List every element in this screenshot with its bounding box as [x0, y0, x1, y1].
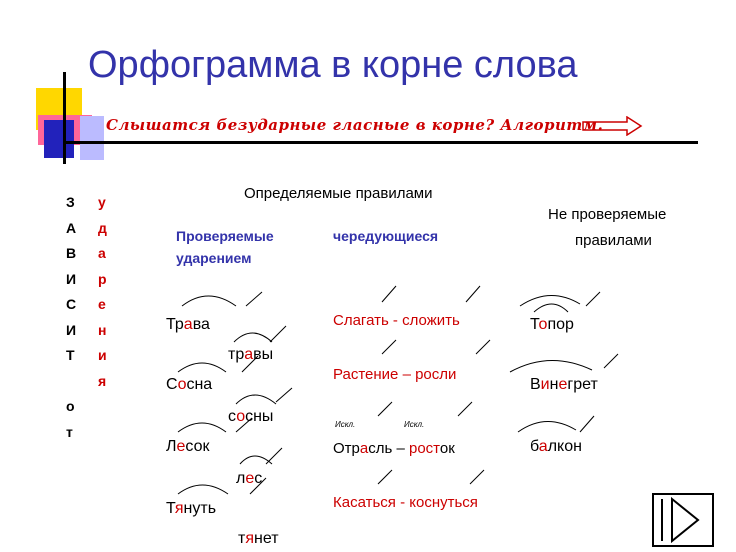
side-letter: А	[66, 219, 77, 236]
side-letter: р	[98, 270, 107, 287]
word-vinegret: Винегрет	[530, 376, 598, 393]
next-slide-button[interactable]	[652, 493, 714, 547]
root-arc	[518, 421, 576, 432]
side-letter: я	[98, 372, 107, 389]
stress-mark	[458, 402, 472, 416]
root-arc	[234, 333, 272, 342]
word-travy: травы	[228, 346, 274, 363]
root-arc	[236, 395, 276, 404]
header-col1-line1: Проверяемые	[176, 228, 274, 244]
stress-mark	[378, 402, 392, 416]
side-letter: о	[66, 398, 75, 414]
side-letter: т	[66, 423, 73, 440]
side-letter: у	[98, 194, 106, 210]
stress-mark	[382, 340, 396, 354]
stress-mark	[604, 354, 618, 368]
root-arc	[178, 423, 226, 432]
header-col2: чередующиеся	[333, 228, 439, 244]
stress-mark	[470, 470, 484, 484]
stress-mark	[266, 448, 282, 464]
side-letter: н	[98, 321, 107, 338]
stress-mark	[580, 416, 594, 432]
word-sosna: Сосна	[166, 376, 213, 393]
page-title: Орфограмма в корне слова	[88, 44, 578, 86]
side-letter: И	[66, 321, 77, 338]
stress-mark	[250, 478, 266, 494]
side-letter: а	[98, 245, 106, 261]
root-arc	[178, 485, 228, 494]
root-arc	[534, 304, 568, 312]
stress-mark	[382, 286, 396, 302]
side-letter: е	[98, 296, 106, 312]
header-col3-line1: Не проверяемые	[548, 206, 667, 223]
col2-note-exception-2: Искл.	[404, 420, 425, 429]
col2-row1: Слагать - сложить	[333, 312, 460, 329]
stress-mark	[246, 292, 262, 306]
side-letter: д	[98, 219, 107, 236]
col2-row4: Касаться - коснуться	[333, 494, 478, 511]
header-col3-line2: правилами	[575, 232, 652, 249]
stress-mark	[276, 388, 292, 402]
word-trava: Трава	[166, 316, 210, 333]
word-les: лес	[236, 470, 263, 487]
root-arc	[182, 296, 236, 306]
stress-mark	[270, 326, 286, 342]
side-letter: В	[66, 245, 77, 261]
word-topor: Топор	[530, 316, 574, 333]
word-lesok: Лесок	[166, 438, 210, 455]
subtitle: Слышатся безударные гласные в корне? Алгоритм.	[106, 116, 604, 134]
col2-row2: Растение – росли	[333, 366, 457, 383]
col2-note-exception-1: Искл.	[335, 420, 356, 429]
stress-mark	[242, 356, 258, 372]
stress-mark	[378, 470, 392, 484]
word-sosny: сосны	[228, 408, 274, 425]
header-col1-line2: ударением	[176, 250, 252, 266]
word-tyanet: тянет	[238, 530, 279, 547]
stress-mark	[586, 292, 600, 306]
side-letter: С	[66, 296, 77, 312]
col2-row3: Отрасль – росток	[333, 440, 455, 457]
side-letter: Т	[66, 347, 75, 363]
next-slide-icon	[654, 495, 712, 545]
stress-mark	[236, 418, 252, 432]
stress-mark	[476, 340, 490, 354]
side-letter: З	[66, 194, 75, 210]
side-letter: и	[98, 347, 107, 363]
word-balkon: балкон	[530, 438, 582, 455]
root-arc	[510, 360, 592, 372]
root-arc	[178, 363, 226, 372]
word-tyanut: Тянуть	[166, 500, 217, 517]
side-letter: И	[66, 270, 77, 287]
stress-mark	[466, 286, 480, 302]
header-group: Определяемые правилами	[244, 185, 433, 202]
